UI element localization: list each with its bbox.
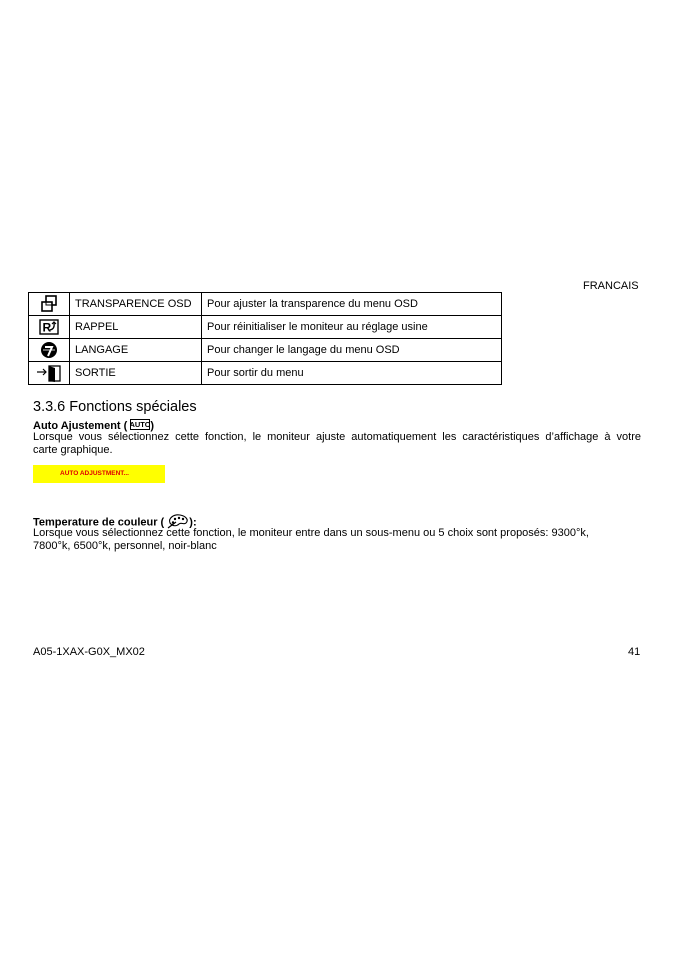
auto-icon-label: AUTO — [130, 420, 151, 430]
osd-item-name: SORTIE — [70, 362, 202, 385]
table-row — [29, 339, 502, 362]
table-row — [29, 293, 502, 316]
color-temp-text-line1: Lorsque vous sélectionnez cette fonction, le moniteur entre dans un sous-menu ou 5 choix sont proposés: 9300°k, — [33, 527, 589, 539]
osd-item-description: Pour sortir du menu — [202, 362, 502, 385]
color-temp-text-line2: 7800°k, 6500°k, personnel, noir-blanc — [33, 540, 217, 552]
osd-item-name: TRANSPARENCE OSD — [70, 293, 202, 316]
table-row — [29, 362, 502, 385]
osd-item-description: Pour réinitialiser le moniteur au réglage usine — [202, 316, 502, 339]
recall-icon — [39, 319, 59, 335]
language-label: FRANCAIS — [583, 280, 639, 292]
document-code: A05-1XAX-G0X_MX02 — [33, 646, 145, 658]
auto-adjustment-banner: AUTO ADJUSTMENT... — [33, 465, 165, 483]
language-icon — [40, 341, 58, 359]
exit-icon — [36, 364, 62, 382]
osd-item-name: LANGAGE — [70, 339, 202, 362]
auto-adjust-text-line1: Lorsque vous sélectionnez cette fonction, le moniteur ajuste automatiquement les caractéristiques d’affichage à votre — [33, 431, 641, 443]
section-title: 3.3.6 Fonctions spéciales — [33, 399, 197, 415]
color-temp-heading: Temperature de couleur ( ): — [33, 513, 197, 532]
svg-text:R: R — [42, 320, 52, 335]
table-row — [29, 316, 502, 339]
transparency-icon — [40, 295, 58, 313]
osd-item-description: Pour ajuster la transparence du menu OSD — [202, 293, 502, 316]
osd-item-name: RAPPEL — [70, 316, 202, 339]
osd-item-description: Pour changer le langage du menu OSD — [202, 339, 502, 362]
auto-adjust-heading: Auto Ajustement ( AUTO ) — [33, 419, 155, 432]
osd-menu-table — [28, 292, 502, 385]
page-number: 41 — [628, 646, 641, 658]
auto-adjust-text-line2: carte graphique. — [33, 444, 113, 456]
